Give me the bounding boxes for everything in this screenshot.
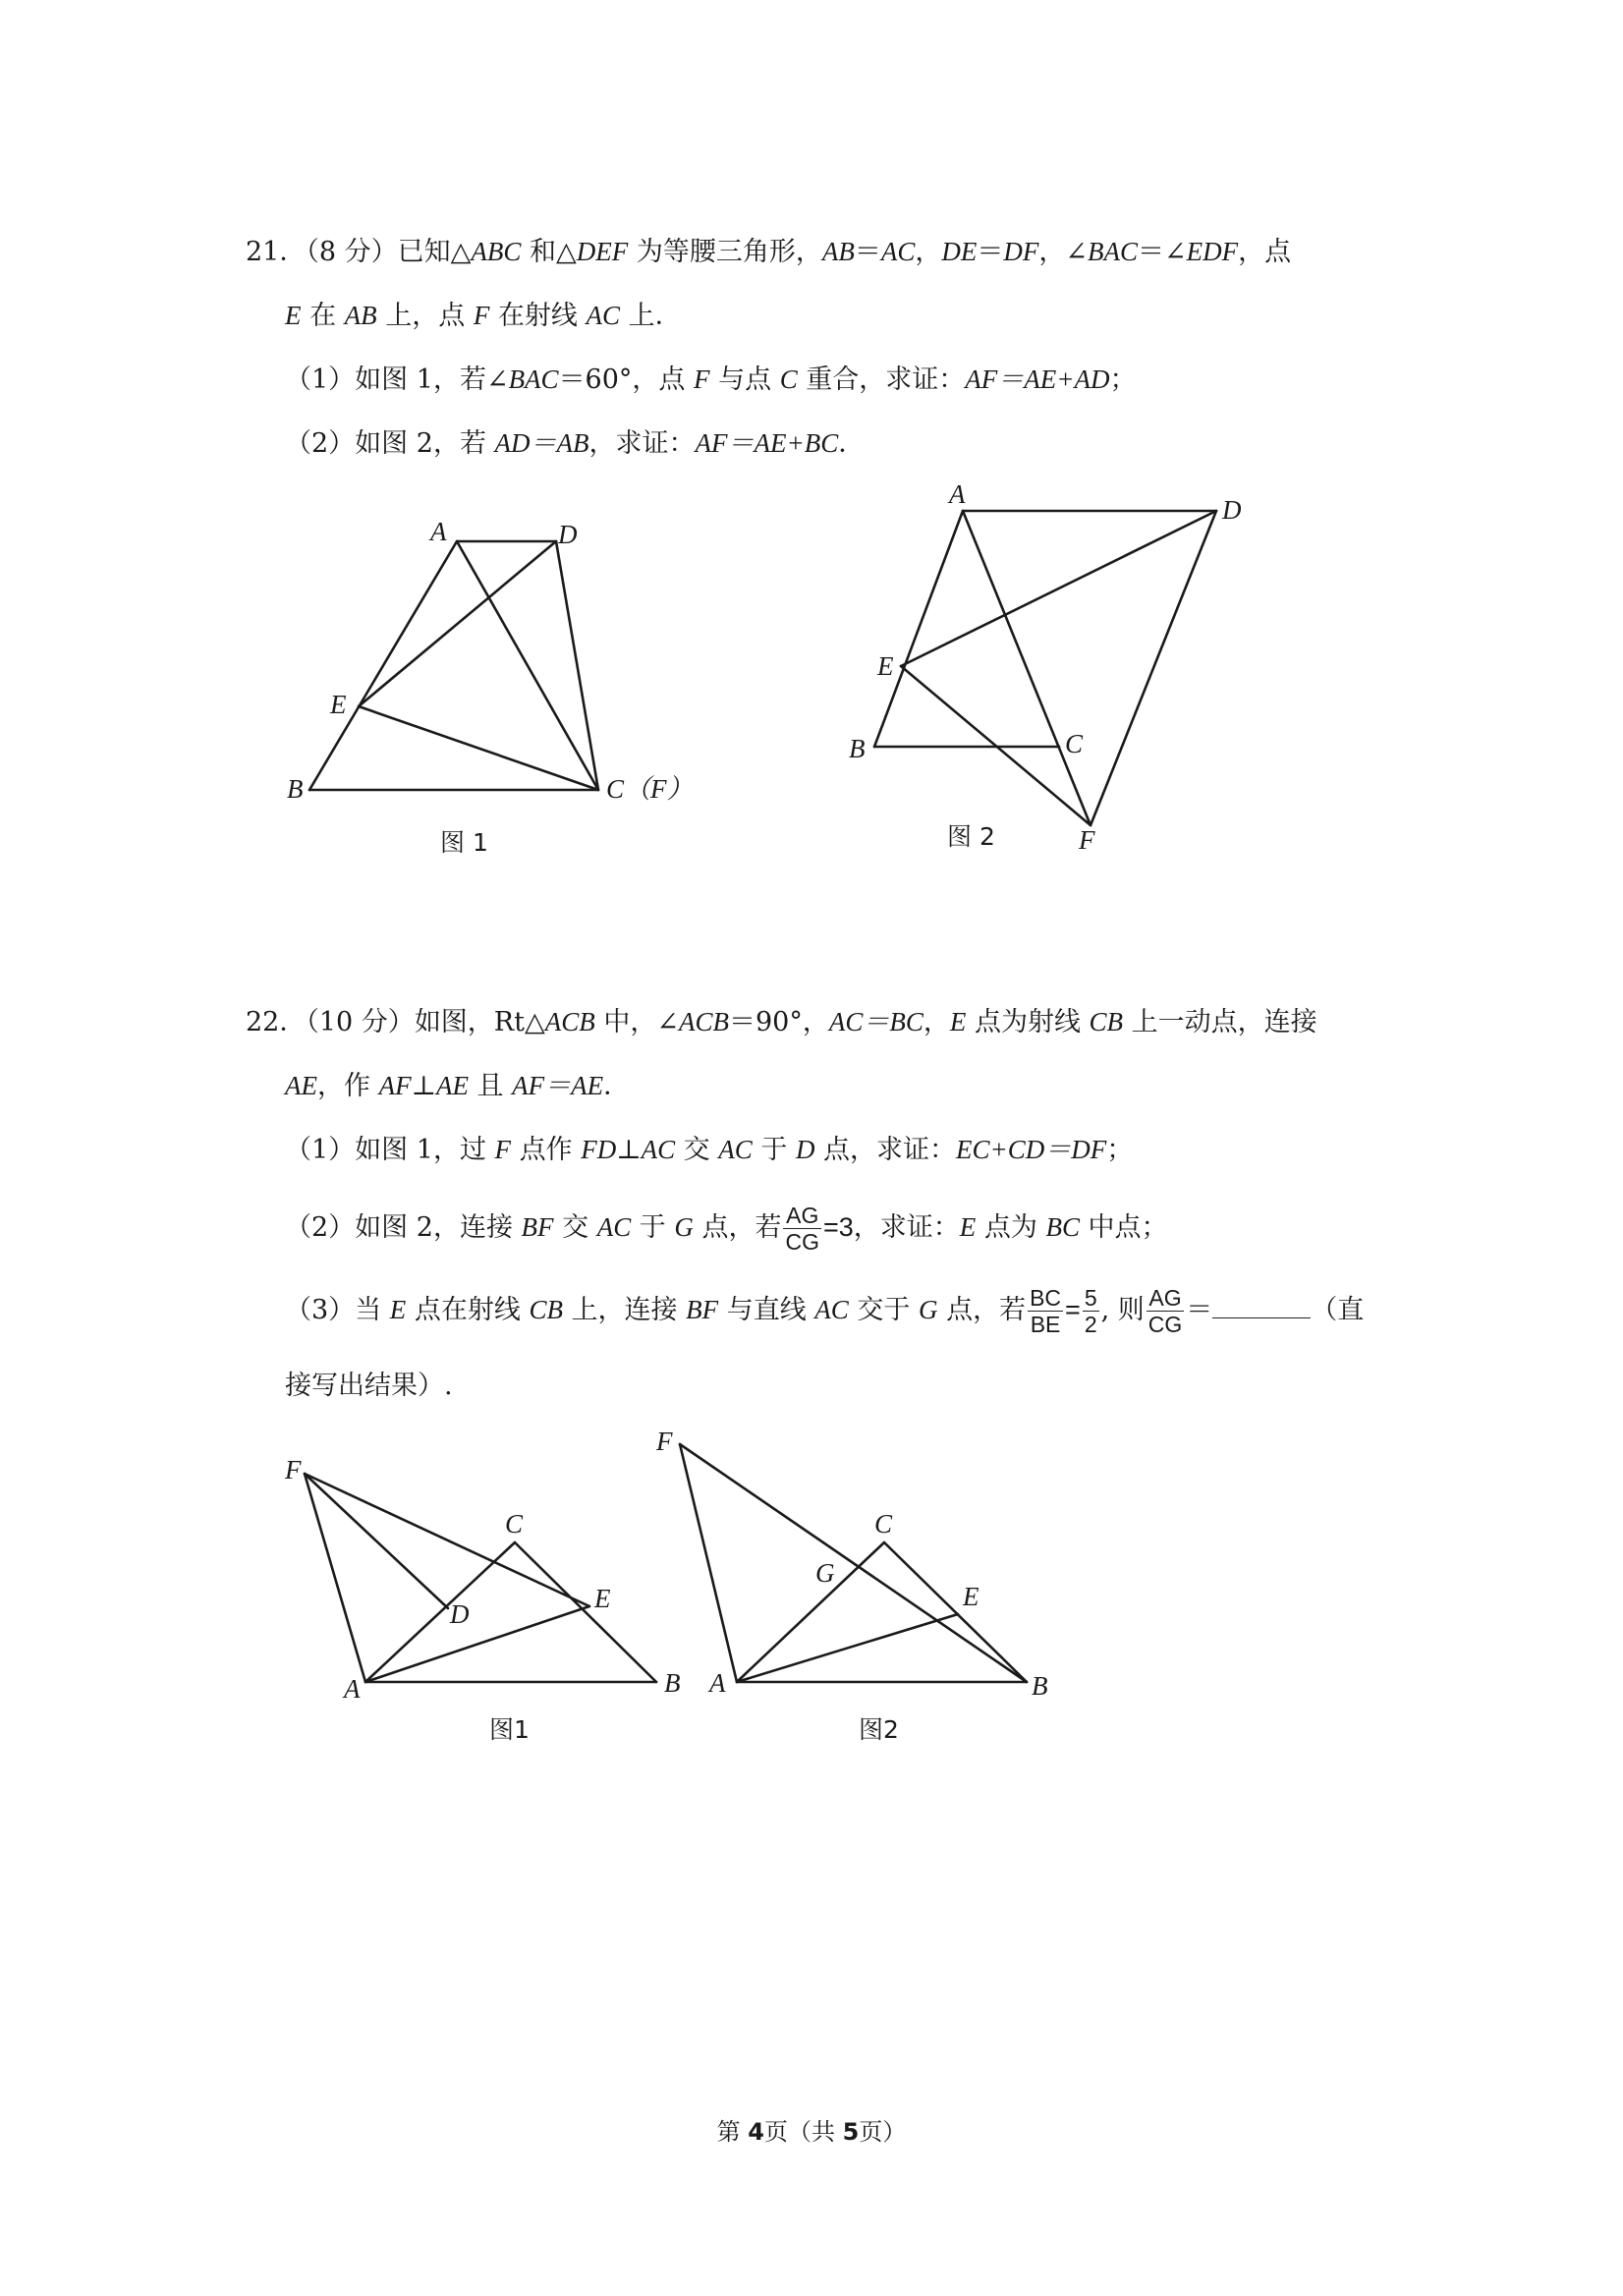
point-label-B: B: [849, 734, 866, 763]
seg-CB: [884, 1542, 1027, 1682]
point-label-F: F: [656, 1427, 673, 1456]
fraction-5-2: $\frac{5}{2}$: [1084, 1285, 1097, 1337]
point-label-D: D: [1222, 495, 1242, 525]
figure-caption: 图 2: [947, 822, 995, 851]
q21-score: （8 分）: [306, 237, 398, 267]
point-label-A: A: [709, 1668, 726, 1698]
figure-caption: 图 1: [440, 828, 488, 857]
point-label-B: B: [1032, 1671, 1048, 1701]
point-label-F: F: [1079, 825, 1095, 855]
point-label-E: E: [963, 1582, 979, 1611]
q22-part-2: （2）如图 2，连接 BF 交 AC 于 G 点，若 $\frac{AG}{CG}$ =3，求证：E 点为 BC 中点；: [285, 1203, 1168, 1255]
page-number: 4: [748, 2118, 764, 2146]
seg-AE: [737, 1614, 958, 1682]
q21-part-2: （2）如图 2，若 AD＝AB，求证：AF＝AE+BC．: [285, 428, 866, 459]
q22-score: （10 分）: [306, 1007, 415, 1037]
point-label-E: E: [877, 651, 894, 681]
fraction-bc-be: $\frac{BC}{BE}$: [1030, 1285, 1062, 1337]
total-pages: 5: [842, 2118, 860, 2146]
point-label-B: B: [287, 774, 304, 804]
figure-caption: 图1: [489, 1715, 530, 1744]
seg-FA: [680, 1444, 737, 1682]
fraction-ag-cg: $\frac{AG}{CG}$: [785, 1203, 819, 1255]
q22-number: 22．: [246, 1007, 307, 1037]
point-label-A: A: [430, 517, 447, 546]
q22-part-3: （3）当 E 点在射线 CB 上，连接 BF 与直线 AC 交于 G 点，若 $\frac{BC}{BE}$ = $\frac{5}{2}$ , 则 $\frac{AG}{CG}$ ＝ （直: [285, 1285, 1365, 1337]
point-label-A: A: [344, 1674, 361, 1704]
q21-line-2: E 在 AB 上，点 F 在射线 AC 上．: [285, 301, 682, 331]
point-label-D: D: [558, 520, 578, 549]
point-label-C: C: [874, 1509, 893, 1539]
point-label-E: E: [594, 1584, 611, 1613]
figure-caption: 图2: [859, 1715, 899, 1744]
q22-part-1: （1）如图 1，过 F 点作 FD⊥AC 交 AC 于 D 点，求证：EC+CD＝DF；: [285, 1135, 1134, 1165]
q22-line-1: 22．（10 分）如图，Rt△ACB 中，∠ACB＝90°，AC＝BC，E 点为射线 CB 上一动点，连接: [246, 1007, 1317, 1037]
point-label-C: C: [1065, 729, 1084, 758]
q21-number: 21．: [246, 237, 307, 267]
point-label-G: G: [815, 1558, 835, 1588]
fraction-ag-cg-2: $\frac{AG}{CG}$: [1147, 1285, 1183, 1337]
point-label-E: E: [330, 690, 347, 719]
q22-line-last: 接写出结果）.: [285, 1371, 453, 1401]
page-footer: 第 4页（共 5页）: [716, 2118, 907, 2146]
q22-line-2: AE，作 AF⊥AE 且 AF＝AE．: [285, 1071, 631, 1101]
q21-line-1: 21．（8 分）已知△ABC 和△DEF 为等腰三角形，AB＝AC，DE＝DF，∠BAC＝∠EDF，点: [246, 237, 1292, 267]
point-label-A: A: [949, 479, 966, 509]
q21-part-1: （1）如图 1，若∠BAC＝60°，点 F 与点 C 重合，求证：AF＝AE+AD；: [285, 364, 1137, 395]
point-label-B: B: [664, 1668, 681, 1698]
point-label-F: F: [285, 1455, 302, 1484]
point-label-D: D: [450, 1599, 470, 1629]
seg-AC: [737, 1542, 884, 1682]
point-label-C: C: [505, 1509, 524, 1539]
point-label-CF: C（F）: [606, 774, 694, 804]
